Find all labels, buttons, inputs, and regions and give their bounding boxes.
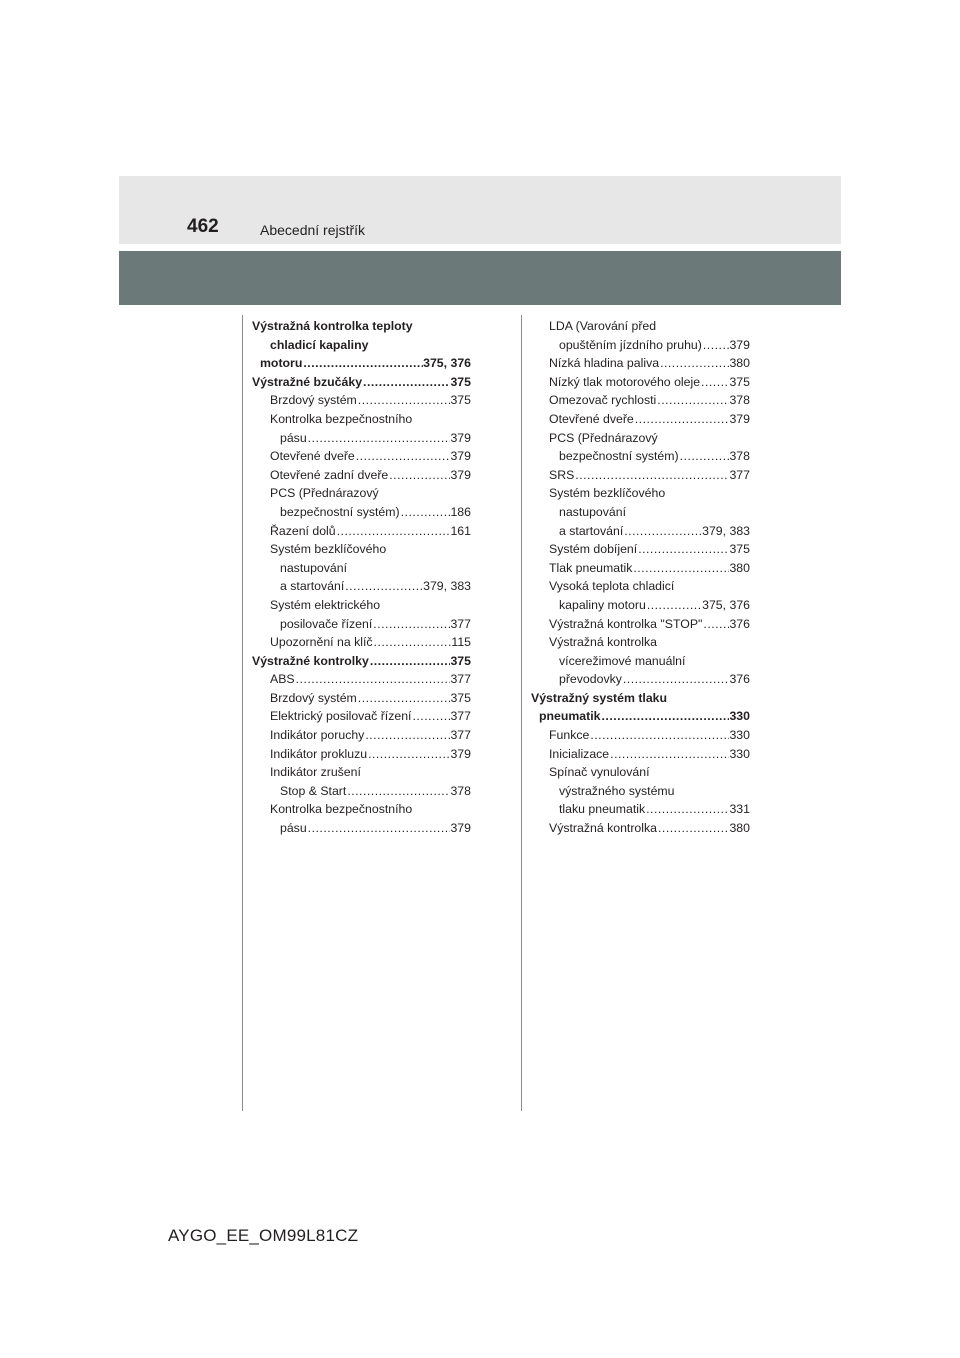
index-entry: [252, 391, 471, 410]
index-entry: [531, 336, 750, 355]
index-page-reference[interactable]: 375: [450, 653, 471, 668]
index-entry-text: SRS: [549, 467, 575, 482]
index-entry: [531, 596, 750, 615]
index-entry-text: Výstražný systém tlaku: [531, 690, 668, 705]
index-page-reference[interactable]: 377: [450, 728, 471, 743]
index-page-reference[interactable]: 377: [450, 709, 471, 724]
index-entry-text: kapaliny motoru: [559, 597, 646, 612]
index-entry: [252, 466, 471, 485]
index-page-reference[interactable]: 378: [450, 783, 471, 798]
index-entry-continuation: [531, 503, 750, 522]
index-entry: [252, 615, 471, 634]
index-page-reference[interactable]: 377: [729, 467, 750, 482]
header-band: [119, 176, 841, 244]
leader-dots: [589, 726, 729, 745]
index-entry: [531, 410, 750, 429]
index-entry-text: Spínač vynulování: [549, 765, 650, 780]
leader-dots: [659, 354, 729, 373]
index-page-reference[interactable]: 375: [450, 690, 471, 705]
index-entry: [531, 540, 750, 559]
index-entry: [531, 466, 750, 485]
index-entry: [252, 447, 471, 466]
index-entry-text: Brzdový systém: [270, 690, 357, 705]
column-rule-right: [521, 315, 522, 1111]
leader-dots: [623, 522, 702, 541]
index-entry-text: Otevřené zadní dveře: [270, 467, 389, 482]
index-entry-text: motoru: [260, 356, 303, 371]
leader-dots: [609, 745, 729, 764]
index-entry-text: Systém bezklíčového: [549, 486, 666, 501]
index-page-reference[interactable]: 115: [451, 635, 471, 650]
index-page-reference[interactable]: 378: [729, 449, 750, 464]
index-entry-continuation: [252, 763, 471, 782]
index-page-reference[interactable]: 375, 376: [702, 597, 750, 612]
index-page-reference[interactable]: 376: [729, 672, 750, 687]
index-entry: [252, 503, 471, 522]
index-entry-text: a startování: [280, 579, 345, 594]
leader-dots: [373, 633, 452, 652]
leader-dots: [637, 540, 729, 559]
index-entry-continuation: [531, 317, 750, 336]
index-entry-continuation: [531, 689, 750, 708]
leader-dots: [634, 410, 730, 429]
leader-dots: [574, 466, 729, 485]
index-entry-continuation: [252, 410, 471, 429]
index-entry-text: pásu: [280, 821, 307, 836]
index-entry-text: chladicí kapaliny: [270, 337, 369, 352]
index-entry-text: výstražného systému: [559, 783, 675, 798]
index-entry: [531, 819, 750, 838]
index-entry-continuation: [531, 429, 750, 448]
leader-dots: [307, 429, 451, 448]
index-entry-text: převodovky: [559, 672, 622, 687]
index-page-reference[interactable]: 379: [450, 449, 471, 464]
index-entry-continuation: [531, 782, 750, 801]
leader-dots: [344, 577, 423, 596]
index-page-reference[interactable]: 379: [729, 337, 750, 352]
index-entry-text: bezpečnostní systém): [559, 449, 679, 464]
index-page-reference[interactable]: 376: [729, 616, 750, 631]
index-page-reference[interactable]: 330: [729, 746, 750, 761]
index-entry: [531, 391, 750, 410]
index-page-reference[interactable]: 375, 376: [423, 356, 471, 371]
index-entry: [252, 522, 471, 541]
index-entry-text: posilovače řízení: [280, 616, 373, 631]
index-entry: [252, 782, 471, 801]
index-entry: [531, 559, 750, 578]
index-entry-continuation: [531, 652, 750, 671]
index-entry-text: Systém bezklíčového: [270, 542, 387, 557]
index-entry-text: Upozornění na klíč: [270, 635, 373, 650]
index-entry-continuation: [252, 484, 471, 503]
leader-dots: [357, 391, 451, 410]
index-entry-text: PCS (Přednárazový: [270, 486, 379, 501]
leader-dots: [700, 373, 729, 392]
index-entry-text: ABS: [270, 672, 295, 687]
leader-dots: [346, 782, 450, 801]
index-entry-text: Funkce: [549, 728, 590, 743]
index-entry: [252, 670, 471, 689]
index-page-reference[interactable]: 380: [729, 821, 750, 836]
index-entry: [252, 819, 471, 838]
index-entry-text: Kontrolka bezpečnostního: [270, 802, 413, 817]
leader-dots: [646, 596, 702, 615]
index-entry-text: Kontrolka bezpečnostního: [270, 411, 413, 426]
leader-dots: [622, 670, 730, 689]
leader-dots: [702, 336, 730, 355]
leader-dots: [364, 726, 450, 745]
index-entry-text: nastupování: [280, 560, 348, 575]
column-rule-left: [242, 315, 243, 1111]
index-entry: [531, 670, 750, 689]
index-entry: [252, 373, 471, 392]
index-entry-text: Výstražné kontrolky: [252, 653, 369, 668]
index-page-reference[interactable]: 375: [729, 374, 750, 389]
leader-dots: [388, 466, 450, 485]
leader-dots: [372, 615, 450, 634]
index-entry-text: Výstražná kontrolka: [549, 821, 657, 836]
leader-dots: [357, 689, 451, 708]
index-entry-text: Vysoká teplota chladicí: [549, 579, 675, 594]
index-entry-continuation: [252, 317, 471, 336]
index-entry-text: Otevřené dveře: [270, 449, 355, 464]
leader-dots: [362, 373, 450, 392]
index-entry: [531, 373, 750, 392]
index-column-left: [252, 317, 471, 838]
leader-dots: [679, 447, 730, 466]
section-banner: [119, 251, 841, 305]
leader-dots: [307, 819, 451, 838]
leader-dots: [400, 503, 451, 522]
index-page-reference[interactable]: 379: [729, 411, 750, 426]
index-page-reference[interactable]: 379, 383: [423, 579, 471, 594]
index-entry: [531, 800, 750, 819]
index-entry: [531, 522, 750, 541]
index-page-reference[interactable]: 186: [450, 504, 471, 519]
index-page-reference[interactable]: 379: [450, 430, 471, 445]
index-entry: [531, 615, 750, 634]
index-entry-continuation: [531, 577, 750, 596]
index-entry-text: Otevřené dveře: [549, 411, 634, 426]
index-entry-text: pásu: [280, 430, 307, 445]
index-entry: [252, 633, 471, 652]
leader-dots: [632, 559, 729, 578]
leader-dots: [302, 354, 423, 373]
index-entry-text: Omezovač rychlosti: [549, 393, 657, 408]
index-entry-text: Výstražná kontrolka "STOP": [549, 616, 703, 631]
index-entry-text: Výstražná kontrolka: [549, 635, 657, 650]
index-entry: [531, 354, 750, 373]
leader-dots: [656, 391, 729, 410]
index-entry-text: Indikátor zrušení: [270, 765, 361, 780]
index-entry-continuation: [252, 596, 471, 615]
index-page-reference[interactable]: 375: [450, 393, 471, 408]
index-entry-text: Inicializace: [549, 746, 610, 761]
index-entry-text: Řazení dolů: [270, 523, 336, 538]
index-entry: [252, 652, 471, 671]
index-entry-continuation: [252, 800, 471, 819]
index-entry-continuation: [252, 336, 471, 355]
index-page-reference[interactable]: 379: [450, 746, 471, 761]
index-entry-text: Výstražné bzučáky: [252, 374, 363, 389]
index-entry-text: Brzdový systém: [270, 393, 357, 408]
leader-dots: [367, 745, 450, 764]
index-entry: [531, 707, 750, 726]
leader-dots: [355, 447, 451, 466]
index-entry-text: Nízká hladina paliva: [549, 356, 660, 371]
index-page-reference[interactable]: 378: [729, 393, 750, 408]
index-page-reference[interactable]: 379: [450, 821, 471, 836]
index-entry-text: a startování: [559, 523, 624, 538]
index-entry: [252, 707, 471, 726]
index-entry-text: nastupování: [559, 504, 627, 519]
index-page-reference[interactable]: 331: [729, 802, 750, 817]
index-entry: [252, 354, 471, 373]
leader-dots: [295, 670, 451, 689]
leader-dots: [411, 707, 450, 726]
index-entry: [252, 726, 471, 745]
index-entry: [252, 745, 471, 764]
index-entry-text: Tlak pneumatik: [549, 560, 633, 575]
index-page-reference[interactable]: 377: [450, 616, 471, 631]
index-entry-text: Indikátor prokluzu: [270, 746, 368, 761]
index-entry-text: vícerežimové manuální: [559, 653, 686, 668]
index-entry-text: Výstražná kontrolka teploty: [252, 319, 413, 333]
index-entry-text: LDA (Varování před: [549, 319, 657, 333]
leader-dots: [336, 522, 451, 541]
index-entry-text: Systém elektrického: [270, 597, 381, 612]
index-page-reference[interactable]: 375: [450, 374, 471, 389]
index-entry: [252, 689, 471, 708]
index-page-reference[interactable]: 161: [450, 523, 471, 538]
page-number: 462: [187, 216, 219, 237]
index-page-reference[interactable]: 380: [729, 560, 750, 575]
index-page-reference[interactable]: 379: [450, 467, 471, 482]
index-entry-continuation: [531, 484, 750, 503]
leader-dots: [645, 800, 729, 819]
index-page-reference[interactable]: 379, 383: [702, 523, 750, 538]
index-entry-text: Nízký tlak motorového oleje: [549, 374, 701, 389]
index-entry-text: pneumatik: [539, 709, 601, 724]
index-entry-text: bezpečnostní systém): [280, 504, 400, 519]
index-entry: [531, 726, 750, 745]
leader-dots: [369, 652, 451, 671]
leader-dots: [657, 819, 729, 838]
index-page-reference[interactable]: 330: [729, 709, 750, 724]
index-page-reference[interactable]: 330: [729, 728, 750, 743]
section-title: Abecední rejstřík: [260, 222, 366, 238]
index-entry-continuation: [531, 633, 750, 652]
index-page-reference[interactable]: 375: [729, 542, 750, 557]
index-page-reference[interactable]: 380: [729, 356, 750, 371]
index-entry-text: Stop & Start: [280, 783, 347, 798]
index-entry-text: Systém dobíjení: [549, 542, 638, 557]
index-entry-text: PCS (Přednárazový: [549, 430, 658, 445]
index-column-right: [531, 317, 750, 838]
index-entry: [531, 745, 750, 764]
index-entry: [531, 447, 750, 466]
index-entry-continuation: [252, 559, 471, 578]
index-entry-text: Indikátor poruchy: [270, 728, 365, 743]
leader-dots: [702, 615, 729, 634]
index-entry: [252, 429, 471, 448]
index-entry: [252, 577, 471, 596]
index-entry-text: tlaku pneumatik: [559, 802, 646, 817]
leader-dots: [601, 707, 730, 726]
index-entry-continuation: [531, 763, 750, 782]
index-entry-text: opuštěním jízdního pruhu): [559, 337, 702, 352]
index-page-reference[interactable]: 377: [450, 672, 471, 687]
document-code: AYGO_EE_OM99L81CZ: [168, 1226, 359, 1245]
index-entry-continuation: [252, 540, 471, 559]
index-entry-text: Elektrický posilovač řízení: [270, 709, 412, 724]
